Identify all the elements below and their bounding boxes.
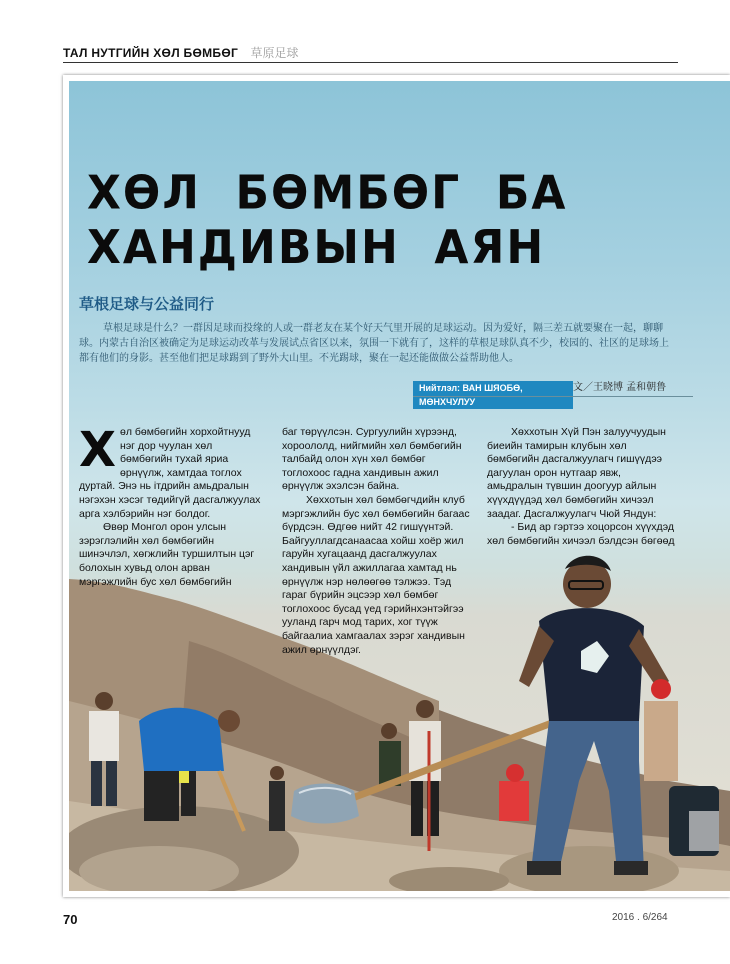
section-title-mn: ТАЛ НУТГИЙН ХӨЛ БӨМБӨГ [63,46,239,60]
text-column-2 [282,426,472,657]
title-line-2: ХАНДИВЫН АЯН [87,221,546,275]
col1-paragraph-1: өл бөмбөгийн хорхойтнууд нэг дор чуулан хөл бөмбөгийн тухай яриа өрнүүлж, хамтдаа тоглох дуртай. Энэ нь ітдрийн амьдралын нэгэхэн хэсэг төдийгүй дасгалжуулах арга хэлбэрийн нэг болдог. [79,426,261,520]
drop-cap: Х [79,422,117,478]
col2-paragraph-2: Хөххотын хөл бөмбөгчдийн клуб мэргэжлийн бус хөл бөмбөгийн багаас бүрдсэн. Өдгөө нийт 42 гишүүнтэй. Байгууллагдсанаасаа хойш хоёр жил гаруйн хугацаанд дасгалжуулах хандивын үйл ажиллагаа хамтад нь өрнүүлж нэр нөлөөгөө тэлжээ. Тэд гараг бүрийн эцсээр хөл бөмбөг тоглохоос бусад үед гэрийнхэнтэйгээ ууланд гарч мод тарих, хог түүж байгаалиа хамгаалах зэрэг хандивын ажил өрнүүлдэг. [282,493,470,656]
byline-mn: Нийтлэл: ВАН ШЯОБӨ, МӨНХЧУЛУУ [413,381,573,409]
byline [413,381,693,407]
page-number: 70 [63,912,78,927]
section-title-cn: 草原足球 [250,46,299,60]
section-header [63,44,678,63]
article-title [87,166,567,275]
byline-rule [413,396,693,397]
article-subtitle: 草根足球与公益同行 [79,295,215,313]
col1-paragraph-2: Өвөр Монгол орон улсын зэрэглэлийн хөл бөмбөгийн шинэчлэл, хөгжлийн туршилтын цэг болохын хувьд олон арван мэргэжлийн бус хөл бөмбөгийн [79,521,255,588]
byline-cn: 文／王晓博 孟和朝鲁 [573,382,667,393]
article-background [69,81,730,891]
issue-number: 2016 . 6/264 [612,912,668,923]
title-line-1: ХӨЛ БӨМБӨГ БА [87,166,568,220]
col3-paragraph-1: Хөххотын Хүй Пэн залуучуудын биеийн тамирын клубын хөл бөмбөгийн дасгалжуулагч гишүүдээ дагуулан орон нутгаар явж, амьдралын түвшин доогуур айлын хүүхдүүдэд хөл бөмбөгийн хичээл заадаг. Дасгалжуулагч Чюй Яндун: [487,426,666,520]
text-column-1 [79,422,261,589]
col2-paragraph-1: баг төрүүлсэн. Сургуулийн хүрээнд, хороололд, нийгмийн хөл бөмбөгийн талбайд олон хүн хөл бөмбөг тоглохоос гадна хандивын ажил өрнүүлж эхэлсэн байна. [282,426,462,493]
article-frame [63,75,730,897]
article-intro: 草根足球是什么？一群因足球而投缘的人或一群老友在某个好天气里开展的足球运动。因为爱好，隔三差五就要聚在一起，聊聊球。内蒙古自治区被确定为足球运动改革与发展试点省区以来，氛围一下就有了，这样的草根足球队真不少，校园的、社区的足球场上都有他们的身影。甚至他们把足球踢到了野外大山里。不光踢球，聚在一起还能做做公益帮助他人。 [79,323,669,364]
col3-paragraph-2: - Бид ар гэртээ хоцорсон хүүхдэд хөл бөмбөгийн хичээл бэлдсэн бөгөөд [487,521,675,547]
text-column-3 [487,426,675,548]
